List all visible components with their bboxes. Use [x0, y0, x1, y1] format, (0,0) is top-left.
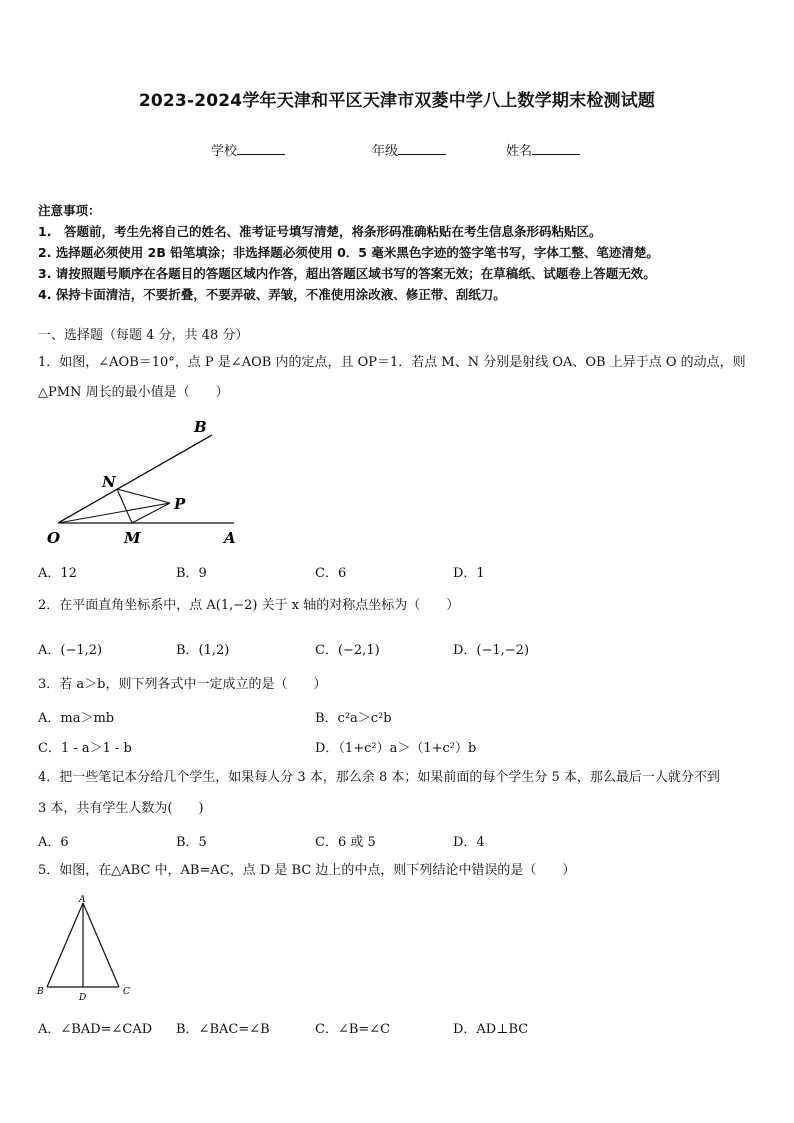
- question-1-text-cont: △PMN 周长的最小值是（ ）: [38, 385, 229, 400]
- q5-option-d[interactable]: D．AD⊥BC: [453, 1022, 529, 1037]
- q1-option-b[interactable]: B．9: [176, 566, 207, 581]
- question-2-text: 2．在平面直角坐标系中，点 A(1,−2) 关于 x 轴的对称点坐标为（ ）: [38, 598, 460, 613]
- label-c: C: [123, 987, 130, 997]
- school-blank: [237, 142, 285, 155]
- question-5-text: 5．如图，在△ABC 中，AB=AC，点 D 是 BC 边上的中点，则下列结论中错误的是（ ）: [38, 863, 576, 878]
- label-m: M: [124, 529, 141, 547]
- note-item: 2. 选择题必须使用 2B 铅笔填涂；非选择题必须使用 0．5 毫米黑色字迹的签字笔书写，字体工整、笔迹清楚。: [38, 245, 659, 260]
- q1-option-d[interactable]: D．1: [453, 566, 485, 581]
- q1-option-a[interactable]: A．12: [38, 566, 77, 581]
- label-d: D: [79, 993, 87, 1003]
- question-4-text-cont: 3 本，共有学生人数为( ): [38, 801, 204, 816]
- label-o: O: [47, 529, 61, 547]
- label-a: A: [79, 895, 86, 905]
- question-5-figure: [34, 893, 144, 1005]
- q5-option-a[interactable]: A．∠BAD=∠CAD: [38, 1022, 153, 1037]
- q4-option-b[interactable]: B．5: [176, 835, 207, 850]
- q3-option-d[interactable]: D．（1+c²）a＞（1+c²）b: [315, 741, 477, 756]
- q2-option-b[interactable]: B．(1,2): [176, 643, 230, 658]
- q4-option-a[interactable]: A．6: [38, 835, 69, 850]
- label-p: P: [174, 495, 186, 513]
- note-item: 3. 请按照题号顺序在各题目的答题区域内作答，超出答题区域书写的答案无效；在草稿纸、试题卷上答题无效。: [38, 266, 656, 281]
- question-3-text: 3．若 a＞b，则下列各式中一定成立的是（ ）: [38, 677, 327, 692]
- q3-option-b[interactable]: B．c²a＞c²b: [315, 711, 392, 726]
- name-field: [506, 140, 580, 159]
- q5-option-c[interactable]: C．∠B=∠C: [315, 1022, 391, 1037]
- q2-option-d[interactable]: D．(−1,−2): [453, 643, 530, 658]
- label-b: B: [194, 418, 207, 436]
- label-n: N: [102, 473, 116, 491]
- side-ac: [83, 903, 119, 987]
- segment-np: [117, 489, 170, 503]
- label-b: B: [37, 987, 44, 997]
- page-title: 2023-2024学年天津和平区天津市双菱中学八上数学期末检测试题: [138, 91, 656, 111]
- q3-option-a[interactable]: A．ma＞mb: [38, 711, 115, 726]
- question-1-figure: [36, 415, 256, 550]
- school-field: [211, 140, 285, 159]
- segment-nm: [117, 489, 132, 523]
- q2-option-a[interactable]: A．(−1,2): [38, 643, 103, 658]
- note-item: 4. 保持卡面清洁，不要折叠，不要弄破、弄皱，不准使用涂改液、修正带、刮纸刀。: [38, 287, 506, 302]
- q2-option-c[interactable]: C．(−2,1): [315, 643, 380, 658]
- q4-option-c[interactable]: C．6 或 5: [315, 835, 376, 850]
- note-item: 1. 答题前，考生先将自己的姓名、准考证号填写清楚，将条形码准确粘贴在考生信息条形码粘贴区。: [38, 224, 602, 239]
- notes-heading: 注意事项：: [38, 203, 101, 218]
- name-blank: [532, 142, 580, 155]
- section-heading: 一、选择题（每题 4 分，共 48 分）: [38, 328, 249, 343]
- q4-option-d[interactable]: D．4: [453, 835, 485, 850]
- grade-blank: [398, 142, 446, 155]
- q3-option-c[interactable]: C．1 - a＞1 - b: [38, 741, 132, 756]
- q1-option-c[interactable]: C．6: [315, 566, 347, 581]
- question-4-text: 4．把一些笔记本分给几个学生，如果每人分 3 本，那么余 8 本；如果前面的每个学生分 5 本，那么最后一人就分不到: [38, 770, 720, 785]
- q5-option-b[interactable]: B．∠BAC=∠B: [176, 1022, 270, 1037]
- grade-field: [372, 140, 446, 159]
- name-label: 姓名: [506, 144, 533, 159]
- label-a: A: [224, 529, 236, 547]
- side-ab: [47, 903, 83, 987]
- grade-label: 年级: [372, 144, 399, 159]
- question-1-text: 1．如图，∠AOB＝10°，点 P 是∠AOB 内的定点，且 OP＝1．若点 M、N 分别是射线 OA、OB 上异于点 O 的动点，则: [38, 355, 746, 370]
- school-label: 学校: [211, 144, 238, 159]
